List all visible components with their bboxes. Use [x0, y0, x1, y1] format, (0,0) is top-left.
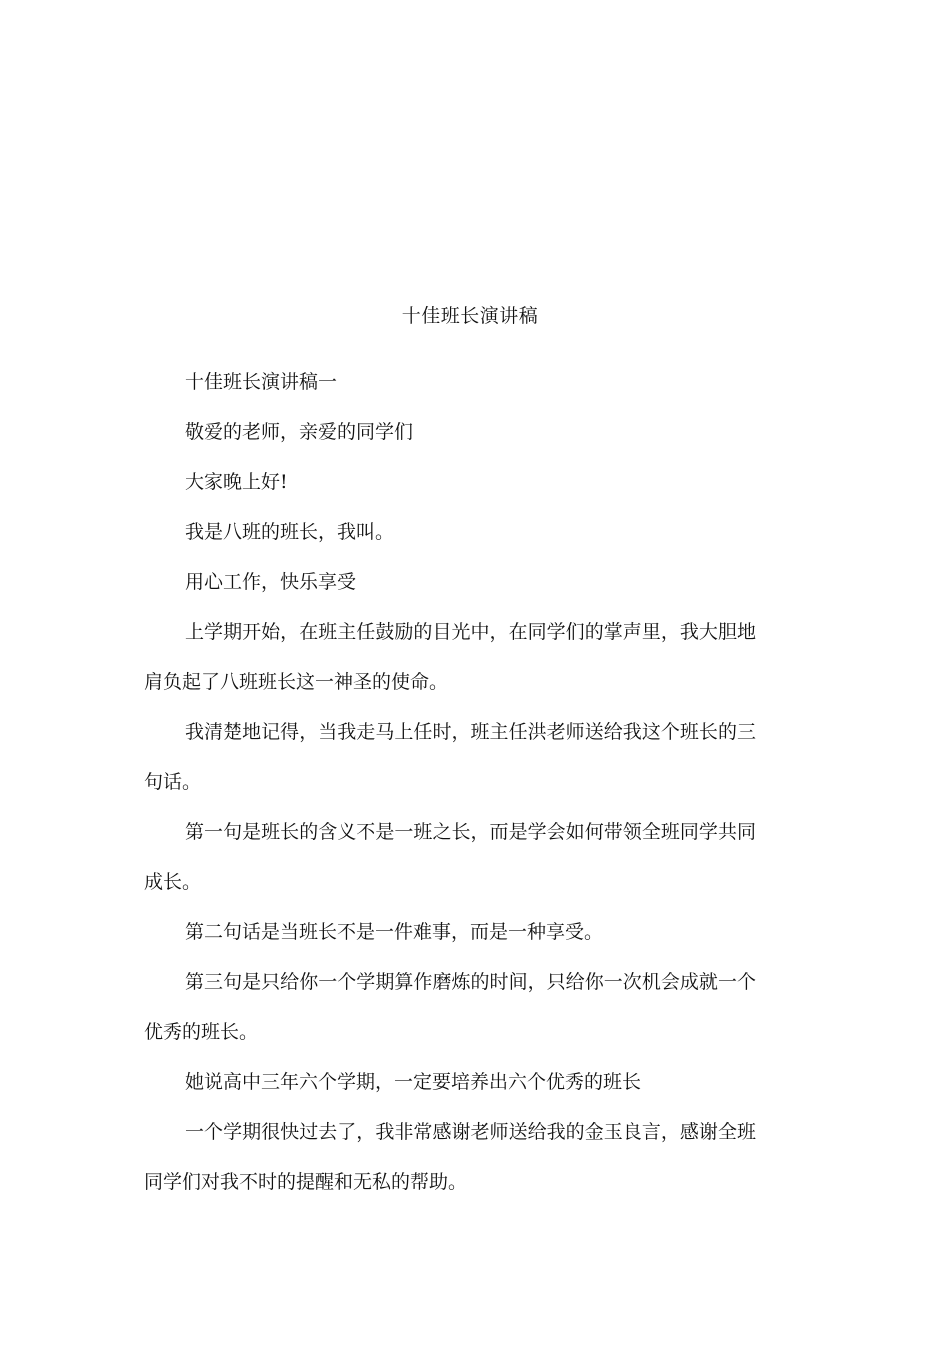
paragraph-text: 上学期开始，在班主任鼓励的目光中，在同学们的掌声里，我大胆地肩负起了八班班长这一神圣的使命。: [144, 621, 756, 693]
paragraph-salutation: 敬爱的老师，亲爱的同学们: [185, 421, 414, 443]
paragraph-text: 我清楚地记得，当我走马上任时，班主任洪老师送给我这个班长的三句话。: [144, 721, 756, 793]
document-title: 十佳班长演讲稿: [401, 305, 539, 327]
paragraph-text: 第一句是班长的含义不是一班之长，而是学会如何带领全班同学共同成长。: [144, 821, 756, 893]
paragraph-text: 第三句是只给你一个学期算作磨炼的时间，只给你一次机会成就一个优秀的班长。: [144, 971, 756, 1043]
paragraph-introduction: 我是八班的班长，我叫。: [185, 521, 395, 543]
paragraph-heading: 用心工作，快乐享受: [185, 571, 357, 593]
paragraph-greeting: 大家晚上好!: [185, 471, 288, 493]
paragraph-text: 她说高中三年六个学期，一定要培养出六个优秀的班长: [185, 1071, 642, 1093]
paragraph-text: 第二句话是当班长不是一件难事，而是一种享受。: [185, 921, 604, 943]
paragraph-subtitle: 十佳班长演讲稿一: [185, 371, 338, 393]
paragraph-text: 一个学期很快过去了，我非常感谢老师送给我的金玉良言，感谢全班同学们对我不时的提醒和无私的帮助。: [144, 1121, 756, 1193]
document-body: [144, 368, 756, 1218]
